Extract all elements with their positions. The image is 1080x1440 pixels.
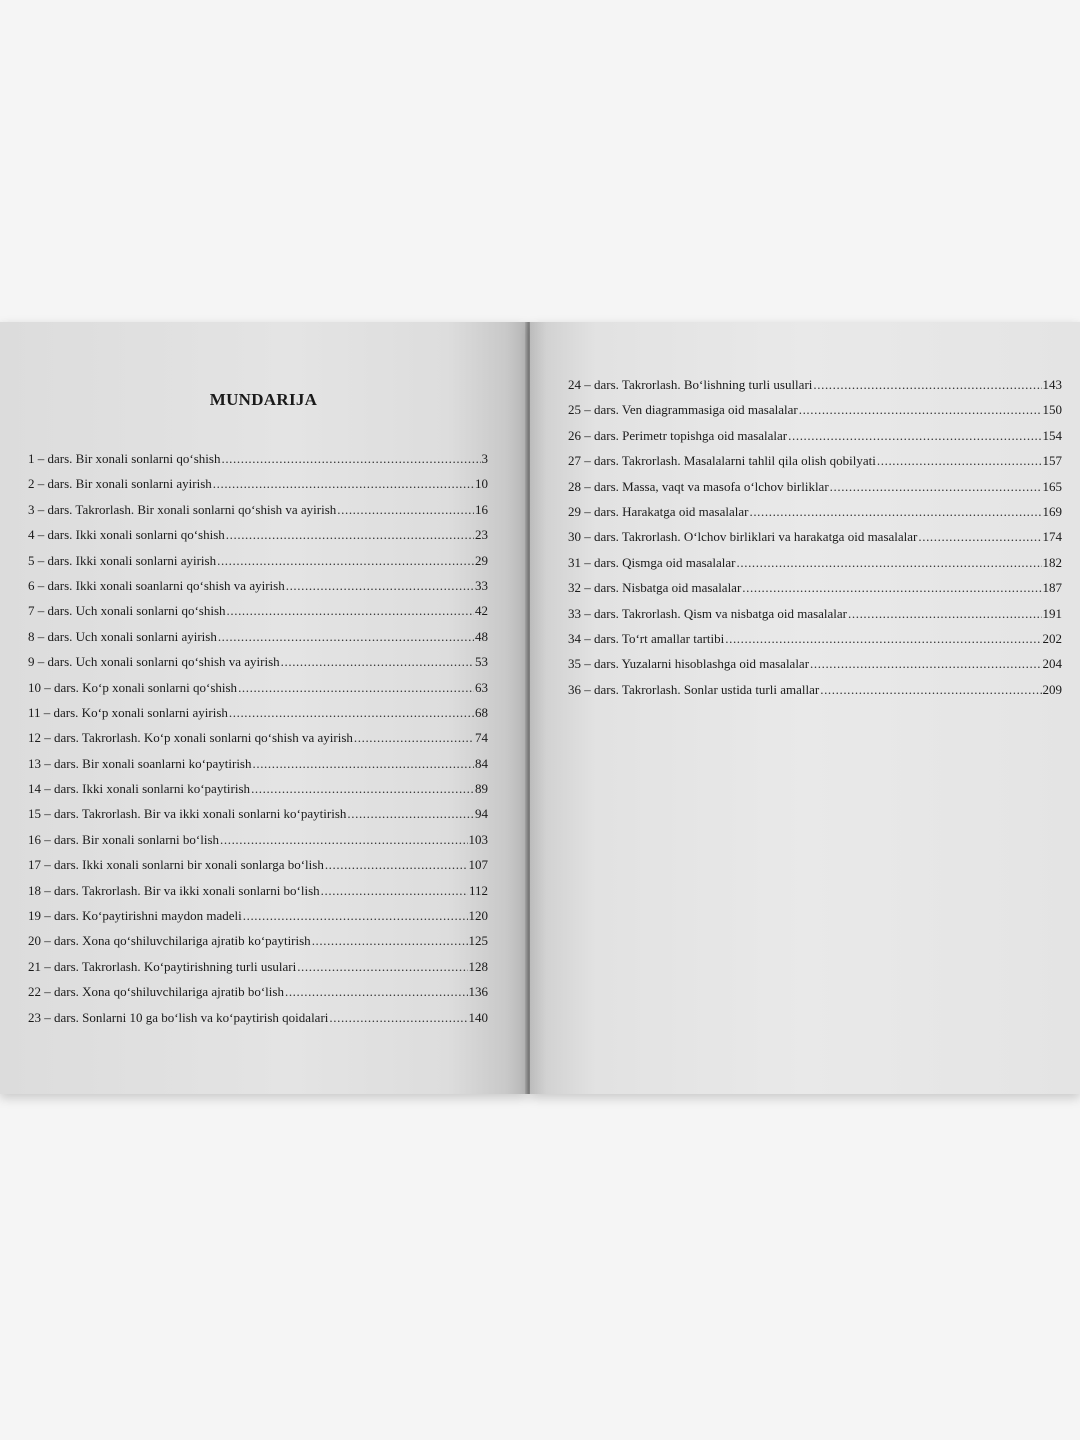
toc-entry-page-number: 103 — [468, 831, 488, 847]
toc-entry-title: 11 – dars. Ko‘p xonali sonlarni ayirish — [28, 704, 228, 720]
page-title: MUNDARIJA — [209, 390, 318, 409]
toc-entry-page-number: 94 — [475, 806, 488, 822]
toc-entry — [568, 474, 1062, 499]
dot-leader — [217, 548, 474, 573]
dot-leader — [281, 649, 474, 674]
toc-entry-page-number: 107 — [468, 857, 488, 873]
toc-entry — [568, 372, 1062, 397]
toc-entry-title: 18 – dars. Takrorlash. Bir va ikki xonali sonlarni bo‘lish — [28, 882, 320, 898]
dot-leader — [253, 751, 475, 776]
toc-entry-page-number: 202 — [1042, 630, 1062, 646]
toc-entry — [28, 751, 488, 776]
toc-entry — [28, 522, 488, 547]
dot-leader — [229, 700, 474, 725]
toc-entry — [568, 524, 1062, 549]
dot-leader — [337, 497, 474, 522]
toc-entry — [28, 954, 488, 979]
dot-leader — [813, 372, 1041, 397]
toc-entry-title: 2 – dars. Bir xonali sonlarni ayirish — [28, 476, 212, 492]
dot-leader — [799, 397, 1042, 422]
toc-entry-page-number: 209 — [1042, 681, 1062, 697]
dot-leader — [354, 725, 474, 750]
toc-entry-title: 20 – dars. Xona qo‘shiluvchilariga ajratib ko‘paytirish — [28, 933, 311, 949]
toc-entry-page-number: 165 — [1042, 478, 1062, 494]
toc-entry — [28, 497, 488, 522]
dot-leader — [749, 499, 1041, 524]
toc-entry — [568, 626, 1062, 651]
toc-entry-page-number: 84 — [475, 755, 488, 771]
toc-entry-title: 17 – dars. Ikki xonali sonlarni bir xonali sonlarga bo‘lish — [28, 857, 324, 873]
toc-entry-page-number: 140 — [468, 1009, 488, 1025]
toc-entry-page-number: 128 — [468, 958, 488, 974]
toc-entry-title: 30 – dars. Takrorlash. O‘lchov birliklari va harakatga oid masalalar — [568, 529, 918, 545]
toc-entry — [568, 397, 1062, 422]
table-of-contents-right — [568, 372, 1062, 702]
dot-leader — [877, 448, 1042, 473]
toc-entry-page-number: 150 — [1042, 402, 1062, 418]
toc-entry-title: 5 – dars. Ikki xonali sonlarni ayirish — [28, 552, 217, 568]
dot-leader — [285, 979, 468, 1004]
dot-leader — [226, 522, 474, 547]
toc-entry-page-number: 204 — [1042, 656, 1062, 672]
toc-entry — [28, 979, 488, 1004]
dot-leader — [848, 601, 1041, 626]
toc-entry-title: 14 – dars. Ikki xonali sonlarni ko‘paytirish — [28, 781, 251, 797]
dot-leader — [742, 575, 1041, 600]
dot-leader — [221, 446, 480, 471]
toc-entry — [568, 651, 1062, 676]
toc-entry-title: 9 – dars. Uch xonali sonlarni qo‘shish va ayirish — [28, 654, 280, 670]
toc-entry-page-number: 10 — [475, 476, 488, 492]
toc-entry — [28, 471, 488, 496]
toc-entry — [28, 700, 488, 725]
toc-entry-title: 10 – dars. Ko‘p xonali sonlarni qo‘shish — [28, 679, 238, 695]
toc-entry-page-number: 16 — [475, 501, 488, 517]
toc-entry-title: 26 – dars. Perimetr topishga oid masalalar — [568, 427, 788, 443]
toc-entry-title: 29 – dars. Harakatga oid masalalar — [568, 503, 749, 519]
toc-entry — [28, 1005, 488, 1030]
toc-entry-page-number: 48 — [475, 628, 488, 644]
toc-entry-page-number: 23 — [475, 527, 488, 543]
toc-entry — [28, 598, 488, 623]
toc-entry — [568, 423, 1062, 448]
toc-entry — [28, 903, 488, 928]
toc-entry — [28, 827, 488, 852]
toc-entry-title: 6 – dars. Ikki xonali soanlarni qo‘shish va ayirish — [28, 577, 285, 593]
dot-leader — [347, 801, 474, 826]
toc-entry-page-number: 187 — [1042, 580, 1062, 596]
toc-entry-page-number: 157 — [1042, 453, 1062, 469]
toc-entry-page-number: 63 — [475, 679, 488, 695]
toc-entry-page-number: 112 — [468, 882, 488, 898]
toc-entry-page-number: 33 — [475, 577, 488, 593]
dot-leader — [918, 524, 1041, 549]
left-page — [0, 322, 527, 1094]
toc-entry — [568, 499, 1062, 524]
dot-leader — [312, 928, 468, 953]
toc-entry — [568, 575, 1062, 600]
toc-entry-title: 13 – dars. Bir xonali soanlarni ko‘paytirish — [28, 755, 252, 771]
toc-entry-title: 28 – dars. Massa, vaqt va masofa o‘lchov birliklar — [568, 478, 829, 494]
toc-entry-title: 19 – dars. Ko‘paytirishni maydon madeli — [28, 908, 242, 924]
toc-entry-title: 31 – dars. Qismga oid masalalar — [568, 554, 736, 570]
dot-leader — [788, 423, 1041, 448]
toc-entry — [28, 624, 488, 649]
toc-entry-page-number: 154 — [1042, 427, 1062, 443]
toc-entry — [28, 852, 488, 877]
toc-entry-page-number: 89 — [475, 781, 488, 797]
dot-leader — [810, 651, 1041, 676]
toc-entry-page-number: 68 — [475, 704, 488, 720]
toc-entry-title: 16 – dars. Bir xonali sonlarni bo‘lish — [28, 831, 220, 847]
toc-entry-page-number: 3 — [481, 451, 488, 466]
toc-entry-page-number: 174 — [1042, 529, 1062, 545]
toc-entry-page-number: 29 — [475, 552, 488, 568]
dot-leader — [251, 776, 474, 801]
toc-entry-page-number: 191 — [1042, 605, 1062, 621]
toc-entry-page-number: 136 — [468, 984, 488, 1000]
toc-entry-title: 15 – dars. Takrorlash. Bir va ikki xonali sonlarni ko‘paytirish — [28, 806, 347, 822]
toc-entry-page-number: 120 — [468, 908, 488, 924]
toc-entry-page-number: 143 — [1042, 377, 1062, 392]
toc-entry-title: 25 – dars. Ven diagrammasiga oid masalalar — [568, 402, 798, 418]
toc-entry — [568, 677, 1062, 702]
toc-entry — [28, 675, 488, 700]
dot-leader — [820, 677, 1041, 702]
dot-leader — [329, 1005, 467, 1030]
dot-leader — [325, 852, 468, 877]
dot-leader — [213, 471, 474, 496]
dot-leader — [218, 624, 474, 649]
toc-entry — [28, 446, 488, 471]
toc-entry-page-number: 42 — [475, 603, 488, 619]
toc-entry-title: 35 – dars. Yuzalarni hisoblashga oid masalalar — [568, 656, 810, 672]
toc-entry — [28, 725, 488, 750]
dot-leader — [243, 903, 468, 928]
toc-entry — [28, 548, 488, 573]
toc-entry-title: 33 – dars. Takrorlash. Qism va nisbatga oid masalalar — [568, 605, 848, 621]
toc-entry-title: 36 – dars. Takrorlash. Sonlar ustida turli amallar — [568, 681, 820, 697]
toc-entry — [28, 573, 488, 598]
toc-entry-title: 7 – dars. Uch xonali sonlarni qo‘shish — [28, 603, 226, 619]
dot-leader — [238, 675, 474, 700]
toc-entry-title: 4 – dars. Ikki xonali sonlarni qo‘shish — [28, 527, 225, 543]
dot-leader — [220, 827, 467, 852]
dot-leader — [830, 474, 1042, 499]
dot-leader — [286, 573, 474, 598]
toc-entry-page-number: 74 — [475, 730, 488, 746]
right-page — [530, 322, 1080, 1094]
table-of-contents-left — [28, 446, 488, 1030]
toc-entry — [568, 550, 1062, 575]
toc-entry-title: 21 – dars. Takrorlash. Ko‘paytirishning turli usulari — [28, 958, 297, 974]
dot-leader — [321, 878, 468, 903]
toc-entry — [28, 801, 488, 826]
toc-entry — [28, 649, 488, 674]
toc-entry-page-number: 125 — [468, 933, 488, 949]
toc-entry-page-number: 169 — [1042, 503, 1062, 519]
dot-leader — [737, 550, 1042, 575]
toc-entry — [568, 601, 1062, 626]
toc-entry-title: 24 – dars. Takrorlash. Bo‘lishning turli usullari — [568, 377, 813, 392]
toc-entry-title: 1 – dars. Bir xonali sonlarni qo‘shish — [28, 451, 221, 466]
dot-leader — [725, 626, 1041, 651]
toc-entry-page-number: 182 — [1042, 554, 1062, 570]
toc-entry-title: 12 – dars. Takrorlash. Ko‘p xonali sonlarni qo‘shish va ayirish — [28, 730, 353, 746]
toc-entry-title: 3 – dars. Takrorlash. Bir xonali sonlarni qo‘shish va ayirish — [28, 501, 337, 517]
toc-entry-title: 27 – dars. Takrorlash. Masalalarni tahlil qila olish qobilyati — [568, 453, 876, 469]
toc-entry — [28, 878, 488, 903]
toc-entry — [28, 776, 488, 801]
dot-leader — [297, 954, 467, 979]
toc-entry-title: 32 – dars. Nisbatga oid masalalar — [568, 580, 742, 596]
toc-entry — [568, 448, 1062, 473]
toc-entry-page-number: 53 — [475, 654, 488, 670]
toc-entry-title: 8 – dars. Uch xonali sonlarni ayirish — [28, 628, 217, 644]
dot-leader — [227, 598, 474, 623]
toc-entry-title: 34 – dars. To‘rt amallar tartibi — [568, 630, 725, 646]
toc-entry-title: 23 – dars. Sonlarni 10 ga bo‘lish va ko‘paytirish qoidalari — [28, 1009, 329, 1025]
toc-entry — [28, 928, 488, 953]
toc-entry-title: 22 – dars. Xona qo‘shiluvchilariga ajratib bo‘lish — [28, 984, 284, 1000]
